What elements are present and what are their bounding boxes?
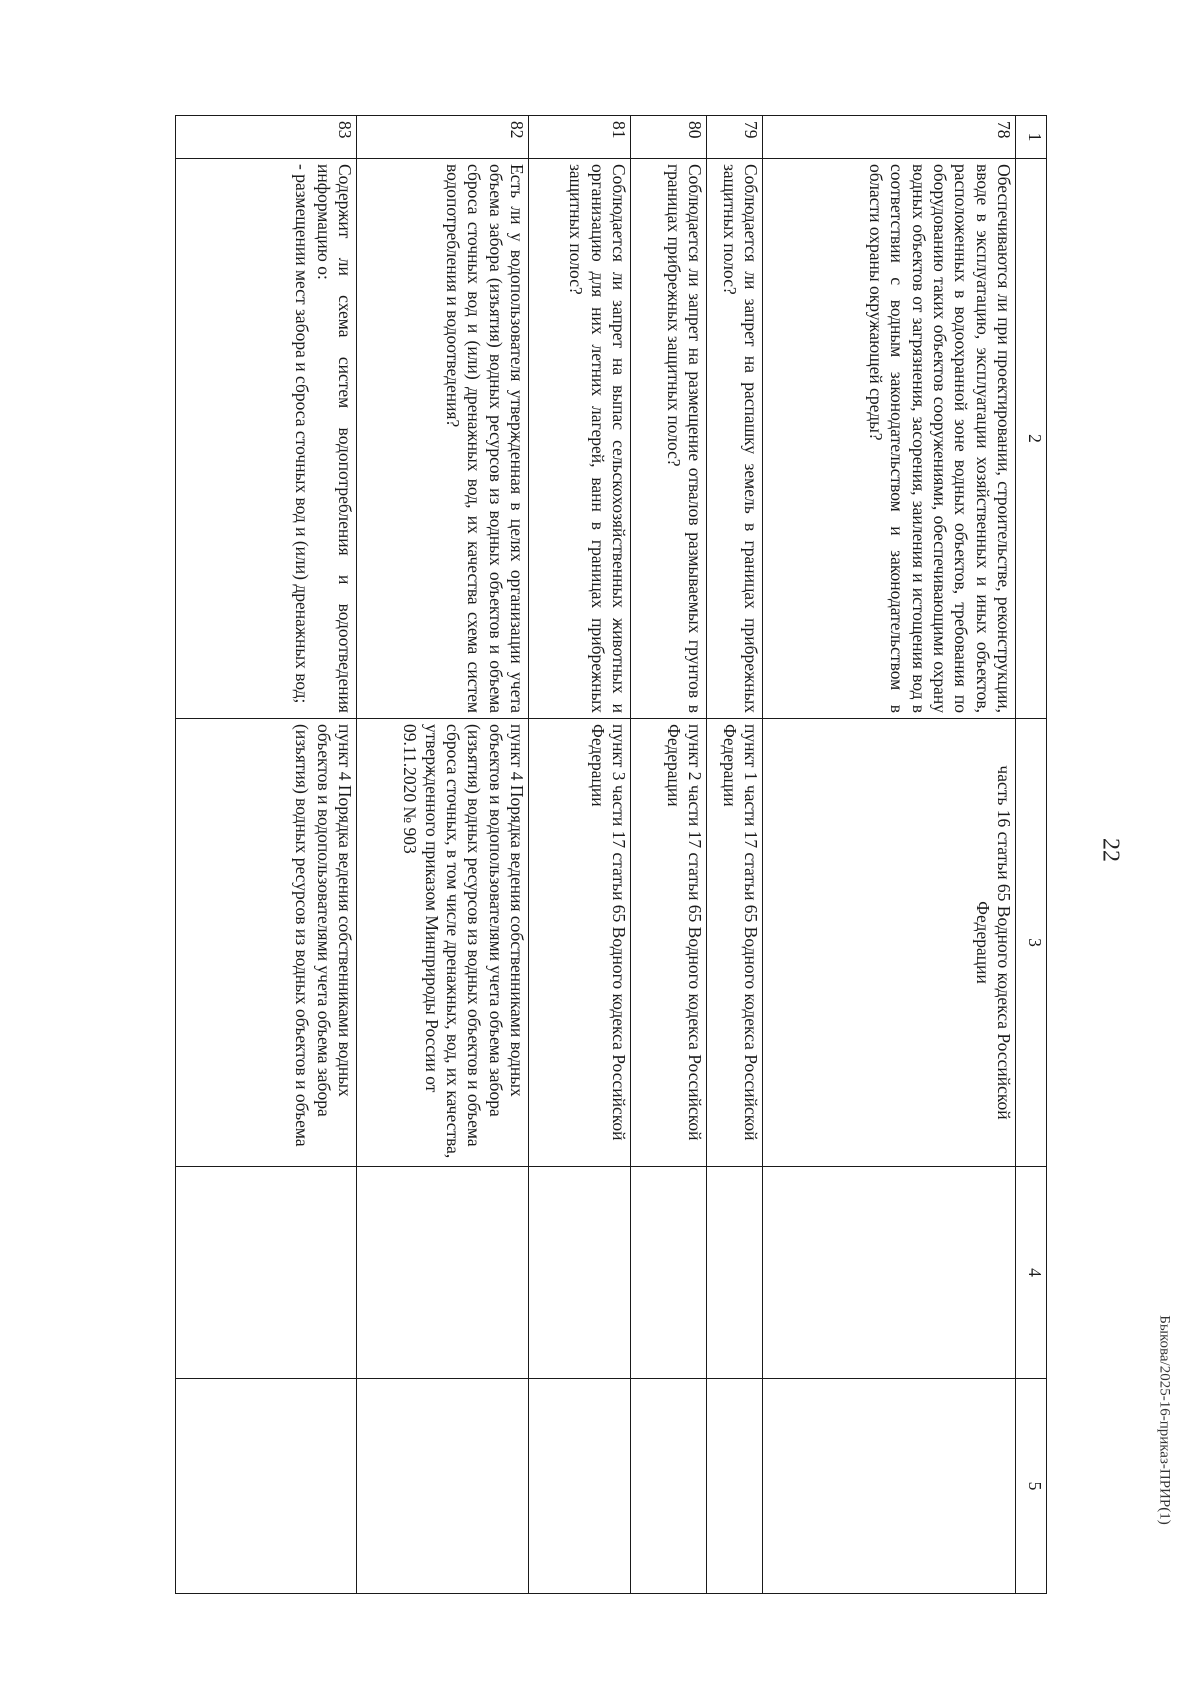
question-text: Соблюдается ли запрет на выпас сельскохозяйственных животных и организацию для них летних лагерей, ванн в границах прибрежных защитных полос? bbox=[529, 159, 631, 719]
legal-basis: пункт 1 части 17 статьи 65 Водного кодекса Российской Федерации bbox=[707, 719, 763, 1167]
header-cell-2: 2 bbox=[1016, 159, 1047, 719]
table-row-81 bbox=[529, 116, 631, 1594]
table-row-82 bbox=[357, 116, 529, 1594]
row-number: 80 bbox=[631, 116, 707, 159]
answer-cell bbox=[357, 1167, 529, 1379]
header-cell-1: 1 bbox=[1016, 116, 1047, 159]
row-number: 79 bbox=[707, 116, 763, 159]
row-number: 78 bbox=[763, 116, 1016, 159]
note-cell bbox=[357, 1379, 529, 1594]
answer-cell bbox=[529, 1167, 631, 1379]
note-cell bbox=[707, 1379, 763, 1594]
question-text: Соблюдается ли запрет на распашку земель в границах прибрежных защитных полос? bbox=[707, 159, 763, 719]
header-cell-3: 3 bbox=[1016, 719, 1047, 1167]
legal-basis: пункт 4 Порядка ведения собственниками водных объектов и водопользователями учета объема забора (изъятия) водных ресурсов из водных объектов и объема bbox=[176, 719, 357, 1167]
legal-basis: часть 16 статьи 65 Водного кодекса Российской Федерации bbox=[763, 719, 1016, 1167]
header-cell-4: 4 bbox=[1016, 1167, 1047, 1379]
question-text: Обеспечиваются ли при проектировании, строительстве, реконструкции, вводе в эксплуатацию, эксплуатации хозяйственных и иных объектов, расположенных в водоохранной зоне водных объектов, требования по оборудованию таких объектов сооружениями, обеспечивающими охрану водных объектов от загрязнения, засорения, заиления и истощения вод в соответствии с водным законодательством и законодательством в области охраны окружающей среды? bbox=[763, 159, 1016, 719]
table-row-83 bbox=[176, 116, 357, 1594]
note-cell bbox=[763, 1379, 1016, 1594]
table-header-row bbox=[1016, 116, 1047, 1594]
table-row-80 bbox=[631, 116, 707, 1594]
answer-cell bbox=[763, 1167, 1016, 1379]
note-cell bbox=[631, 1379, 707, 1594]
row-number: 81 bbox=[529, 116, 631, 159]
note-cell bbox=[529, 1379, 631, 1594]
answer-cell bbox=[176, 1167, 357, 1379]
question-text: Содержит ли схема систем водопотребления и водоотведения информацию о: - размещении мест забора и сброса сточных вод и (или) дренажных вод; bbox=[176, 159, 357, 719]
answer-cell bbox=[631, 1167, 707, 1379]
checklist-table-container bbox=[175, 115, 1047, 1593]
header-cell-5: 5 bbox=[1016, 1379, 1047, 1594]
checklist-table bbox=[175, 115, 1047, 1594]
table-row-78 bbox=[763, 116, 1016, 1594]
page-number: 22 bbox=[1097, 838, 1124, 862]
row-number: 83 bbox=[176, 116, 357, 159]
answer-cell bbox=[707, 1167, 763, 1379]
document-footer-note: Быкова/2025-16-приказ-ПРИР(1) bbox=[1156, 1315, 1173, 1525]
legal-basis: пункт 4 Порядка ведения собственниками водных объектов и водопользователями учета объема забора (изъятия) водных ресурсов из водных объектов и объема сброса сточных, в том числе дренажных, вод, их качества, утвержденного приказом Минприроды России от 09.11.2020 № 903 bbox=[357, 719, 529, 1167]
note-cell bbox=[176, 1379, 357, 1594]
row-number: 82 bbox=[357, 116, 529, 159]
table-row-79 bbox=[707, 116, 763, 1594]
question-text: Есть ли у водопользователя утвержденная в целях организации учета объема забора (изъятия) водных ресурсов из водных объектов и объема сброса сточных вод и (или) дренажных вод, их качества схема систем водопотребления и водоотведения? bbox=[357, 159, 529, 719]
legal-basis: пункт 2 части 17 статьи 65 Водного кодекса Российской Федерации bbox=[631, 719, 707, 1167]
question-text: Соблюдается ли запрет на размещение отвалов размываемых грунтов в границах прибрежных защитных полос? bbox=[631, 159, 707, 719]
legal-basis: пункт 3 части 17 статьи 65 Водного кодекса Российской Федерации bbox=[529, 719, 631, 1167]
